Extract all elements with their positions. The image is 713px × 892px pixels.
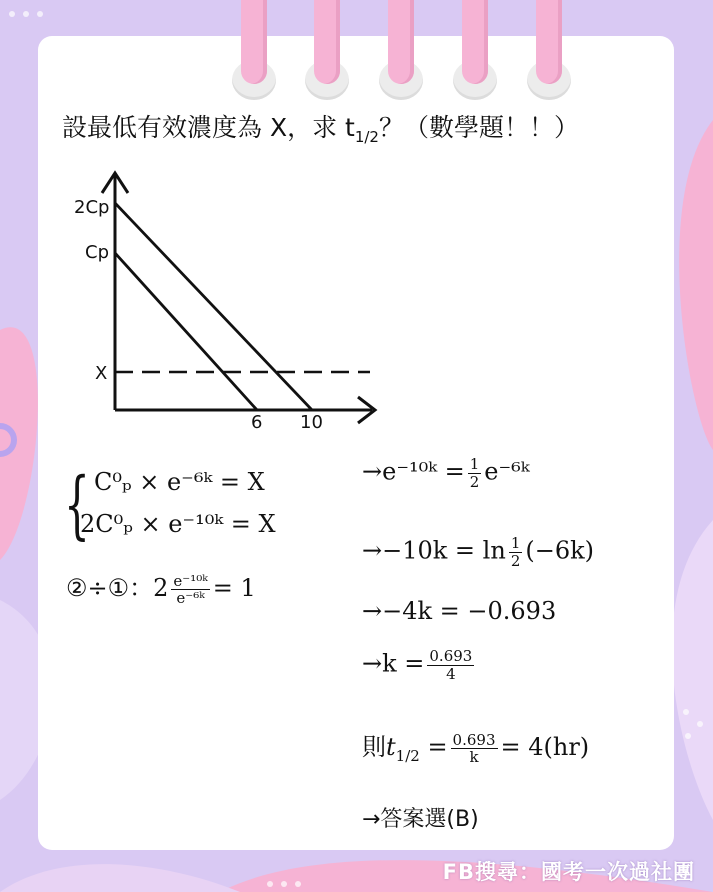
ratio-numerator: e⁻¹⁰ᵏ	[173, 571, 208, 590]
step-2-denominator: 2	[510, 551, 521, 570]
question-subscript: 1/2	[354, 128, 379, 146]
equation-1: C⁰ₚ × e⁻⁶ᵏ = X	[94, 468, 265, 496]
step-1-denominator: 2	[469, 472, 480, 491]
step-3: →−4k = −0.693	[362, 597, 557, 625]
binder-tab	[462, 0, 488, 84]
step-1-fraction	[468, 456, 482, 490]
step-5-prefix: 則	[362, 733, 386, 761]
y-label-x: X	[95, 363, 108, 384]
step-4-left: →k =	[362, 649, 425, 678]
y-label-cp: Cp	[85, 242, 109, 263]
step-1-left: →e⁻¹⁰ᵏ =	[362, 457, 465, 486]
step-5	[362, 727, 589, 766]
ratio-suffix: = 1	[212, 574, 256, 602]
step-5-denominator: k	[469, 748, 479, 766]
binder-tab	[241, 0, 267, 84]
step-2-fraction	[509, 535, 523, 569]
binder-tab	[388, 0, 414, 84]
step-5-fraction	[451, 732, 498, 766]
step-5-subscript: 1/2	[395, 746, 420, 765]
question-text: 設最低有效濃度為 X，求 t	[62, 113, 355, 142]
step-2	[362, 535, 594, 569]
step-4-denominator: 4	[446, 664, 456, 683]
step-1	[362, 456, 530, 490]
ratio-prefix: ②÷①：2	[66, 574, 169, 602]
step-4-fraction	[427, 648, 474, 682]
equation-2: 2C⁰ₚ × e⁻¹⁰ᵏ = X	[80, 510, 276, 538]
ratio-fraction	[171, 573, 209, 607]
x-label-6: 6	[251, 412, 263, 433]
binder-tab	[314, 0, 340, 84]
step-2-numerator: 1	[510, 534, 521, 552]
ratio-denominator: e⁻⁶ᵏ	[176, 589, 205, 607]
step-5-right: = 4(hr)	[500, 733, 590, 761]
question-suffix: ？（數學題！！）	[378, 113, 579, 142]
equation-brace: {	[64, 462, 90, 548]
step-1-numerator: 1	[469, 455, 480, 473]
step-5-variable: t	[386, 733, 396, 761]
step-1-right: e⁻⁶ᵏ	[484, 457, 530, 486]
step-4	[362, 648, 477, 682]
step-5-equals: =	[427, 733, 448, 761]
binder-tab	[536, 0, 562, 84]
watermark: FB搜尋：國考一次過社團	[442, 860, 695, 884]
answer-line: →答案選(B)	[362, 807, 479, 832]
concentration-graph	[60, 165, 390, 440]
x-label-10: 10	[300, 412, 323, 433]
step-2-left: →−10k = ln	[362, 536, 506, 565]
question-title	[62, 108, 579, 146]
line-2cp	[115, 203, 312, 410]
step-4-numerator: 0.693	[429, 647, 473, 665]
step-5-numerator: 0.693	[452, 730, 496, 749]
y-label-2cp: 2Cp	[74, 197, 110, 218]
ratio-equation	[66, 568, 256, 607]
step-2-right: (−6k)	[525, 536, 595, 565]
